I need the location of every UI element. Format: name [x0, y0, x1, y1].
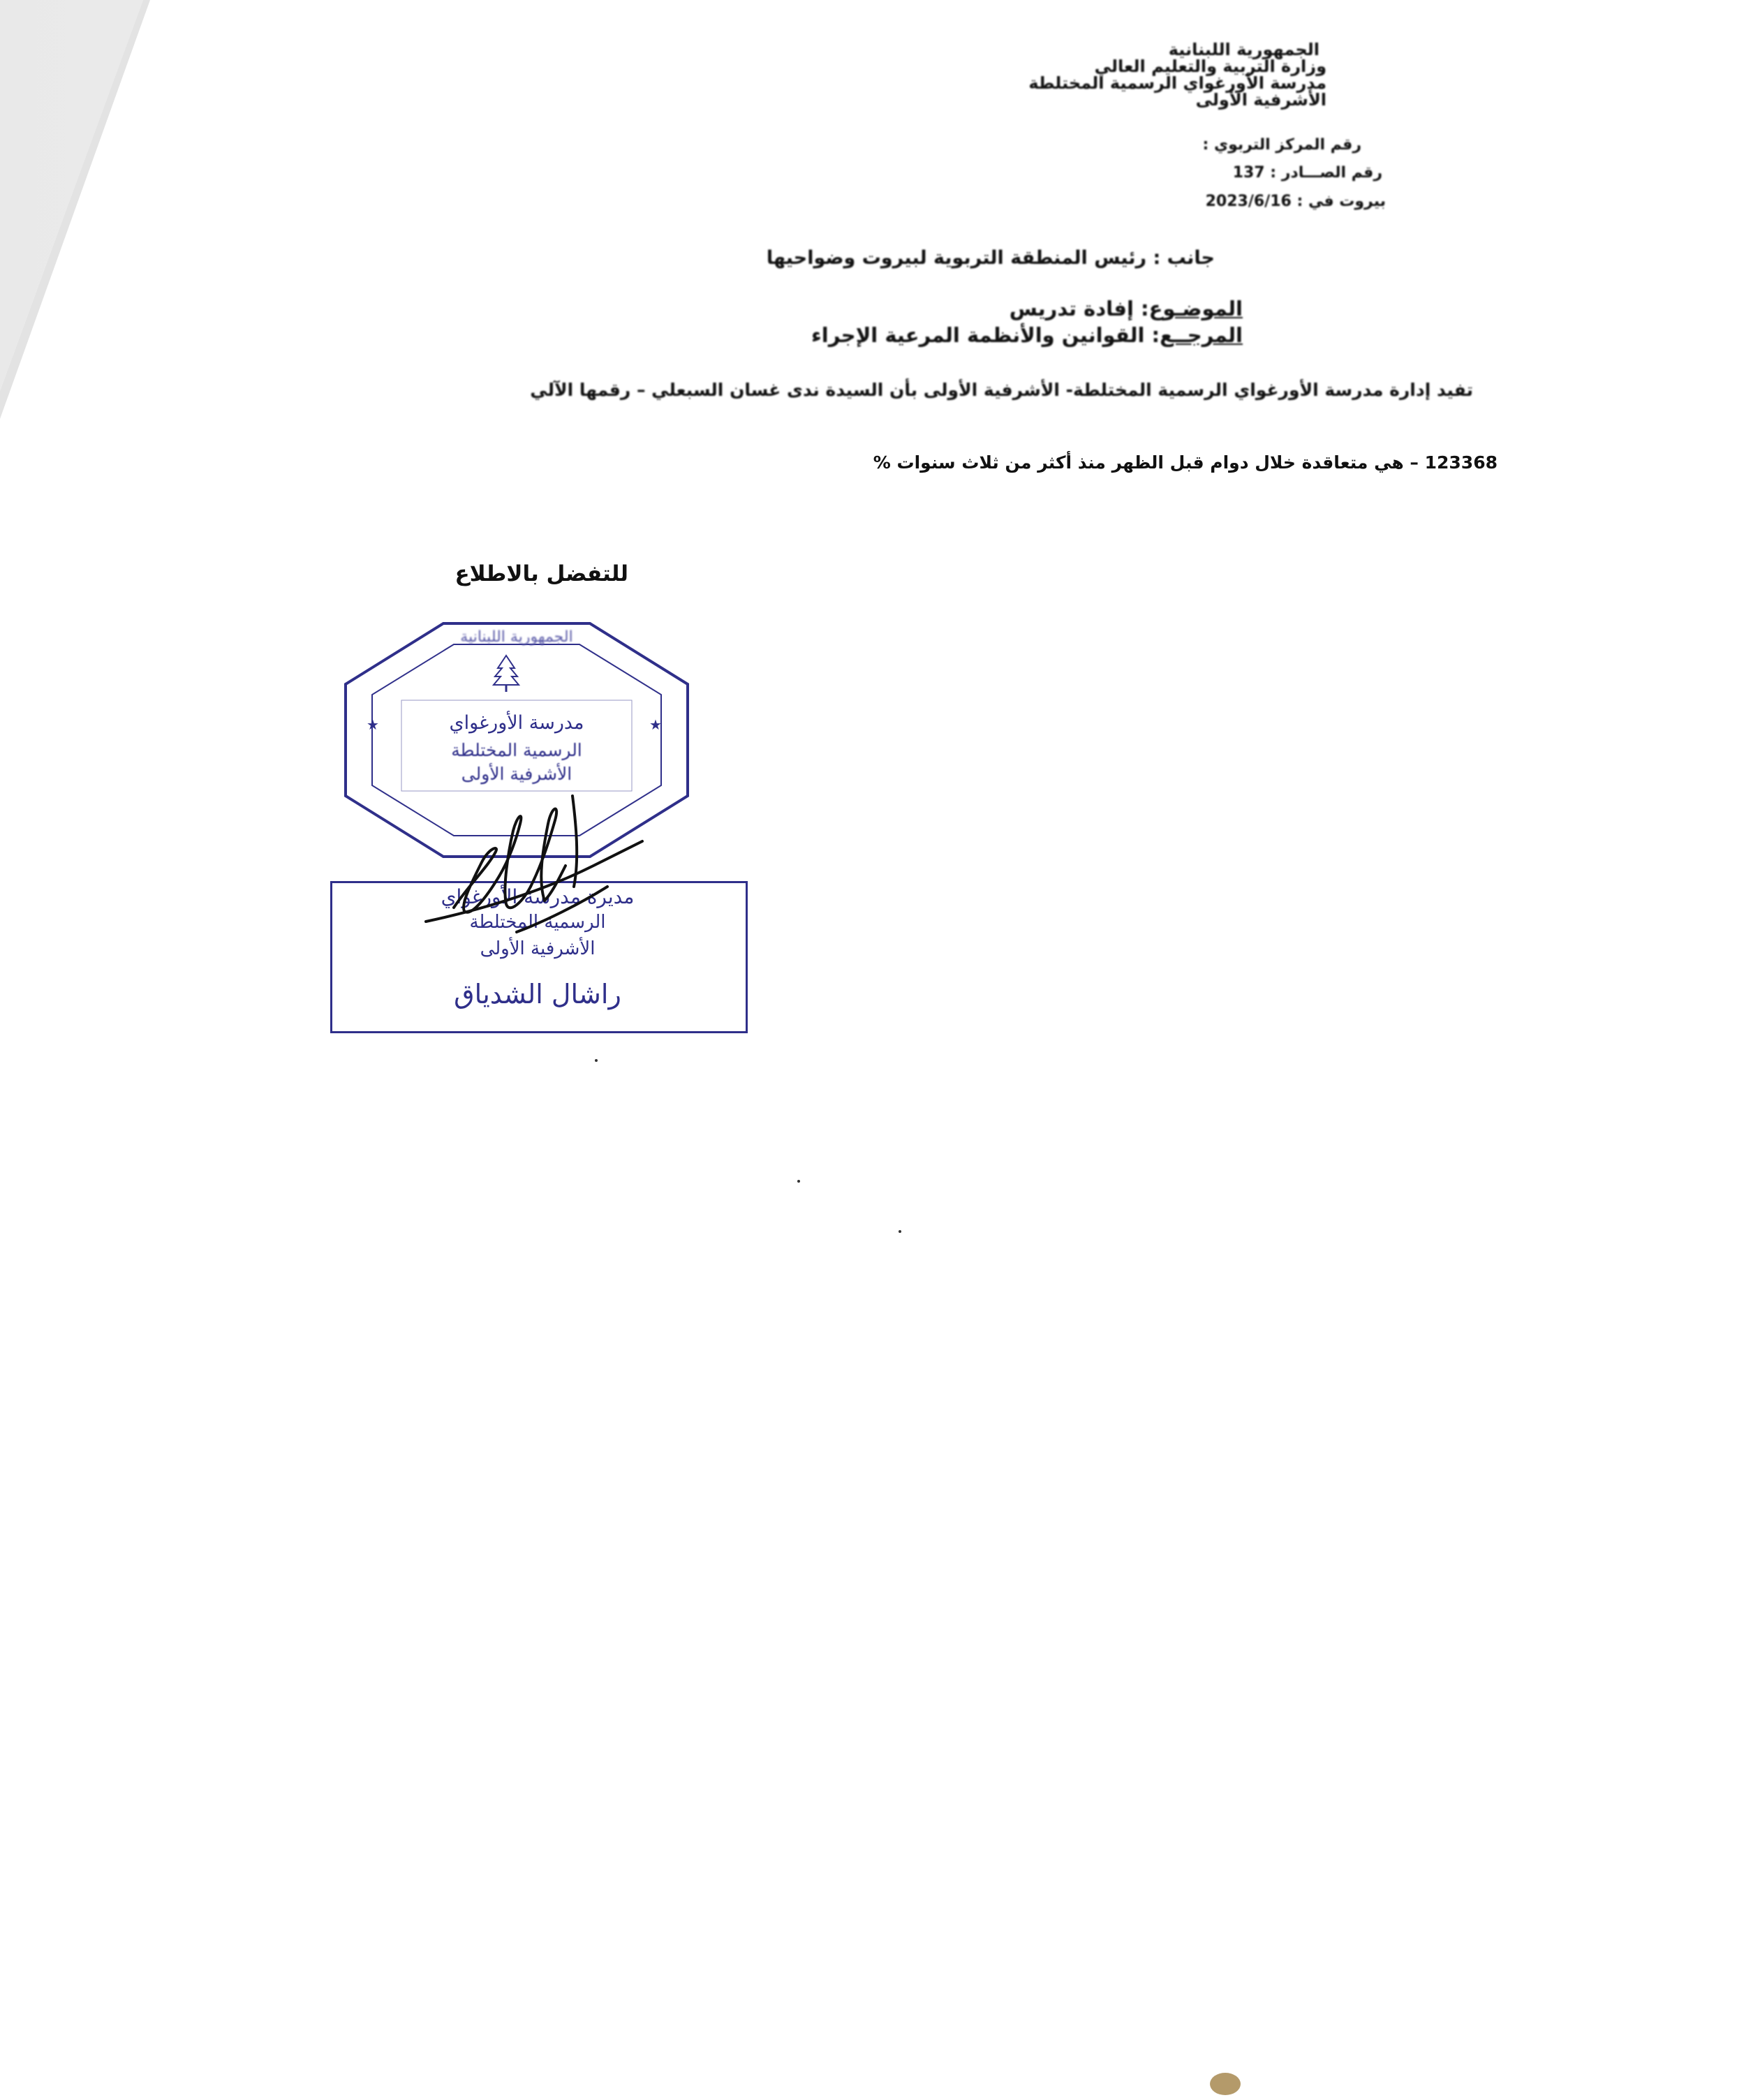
seal-center-line-2: الرسمية المختلطة [451, 740, 582, 760]
subject-label: الموضـوع [1148, 297, 1243, 320]
reference-line [663, 323, 1243, 347]
stamp-line-2: الرسمية المختلطة [469, 912, 606, 933]
outgoing-number [1166, 164, 1382, 182]
cedar-icon [494, 656, 519, 692]
date-label: بيروت في : [1296, 193, 1386, 210]
reference-value: : القوانين والأنظمة المرعية الإجراء [811, 323, 1160, 347]
body-line-2: 123368 – هي متعاقدة خلال دوام قبل الظهر منذ أكثر من ثلاث سنوات % [873, 452, 1498, 473]
reference-label: المرجــع [1160, 323, 1243, 347]
svg-text:★: ★ [367, 716, 379, 733]
outgoing-label: رقم الصـــادر : [1270, 164, 1382, 182]
date-value: 2023/6/16 [1205, 193, 1292, 210]
stamp-line-1: مديرة مدرسة الأورغواي [441, 885, 635, 908]
subject-value: : إفادة تدريس [1009, 297, 1149, 320]
paper-mark [1210, 2073, 1241, 2095]
letterhead-line-1: الجمهورية اللبنانية [1168, 40, 1320, 59]
speck [899, 1230, 901, 1233]
outgoing-value: 137 [1232, 164, 1265, 182]
speck [797, 1180, 800, 1183]
subject-line [894, 297, 1243, 320]
stamp-line-3: الأشرفية الأولى [480, 938, 596, 959]
seal-center-line-3: الأشرفية الأولى [461, 764, 572, 784]
seal-ring-text: الجمهورية اللبنانية [460, 628, 573, 646]
ref-number [1152, 136, 1361, 154]
stamp-name: راشال الشدياق [454, 979, 621, 1010]
body-line-1: تفيد إدارة مدرسة الأورغواي الرسمية المختلطة- الأشرفية الأولى بأن السيدة ندى غسان السبعلي – رقمها الآلي [530, 380, 1473, 400]
speck [595, 1059, 598, 1062]
seal-center-line-1: مدرسة الأورغواي [449, 712, 584, 734]
addressee: جانب : رئيس المنطقة التربوية لبيروت وضواحيها [766, 247, 1215, 269]
issue-date [1110, 193, 1386, 211]
letterhead-line-4: الأشرفية الأولى [1195, 90, 1326, 110]
ref-label: رقم المركز التربوي : [1202, 136, 1361, 154]
closing-line: للتفضل بالاطلاع [454, 561, 628, 586]
svg-text:★: ★ [649, 716, 662, 733]
letterhead-line-2: وزارة التربية والتعليم العالي [1094, 57, 1326, 76]
handwritten-signature [412, 782, 663, 949]
letterhead-line-3: مدرسة الأورغواي الرسمية المختلطة [1028, 73, 1326, 93]
